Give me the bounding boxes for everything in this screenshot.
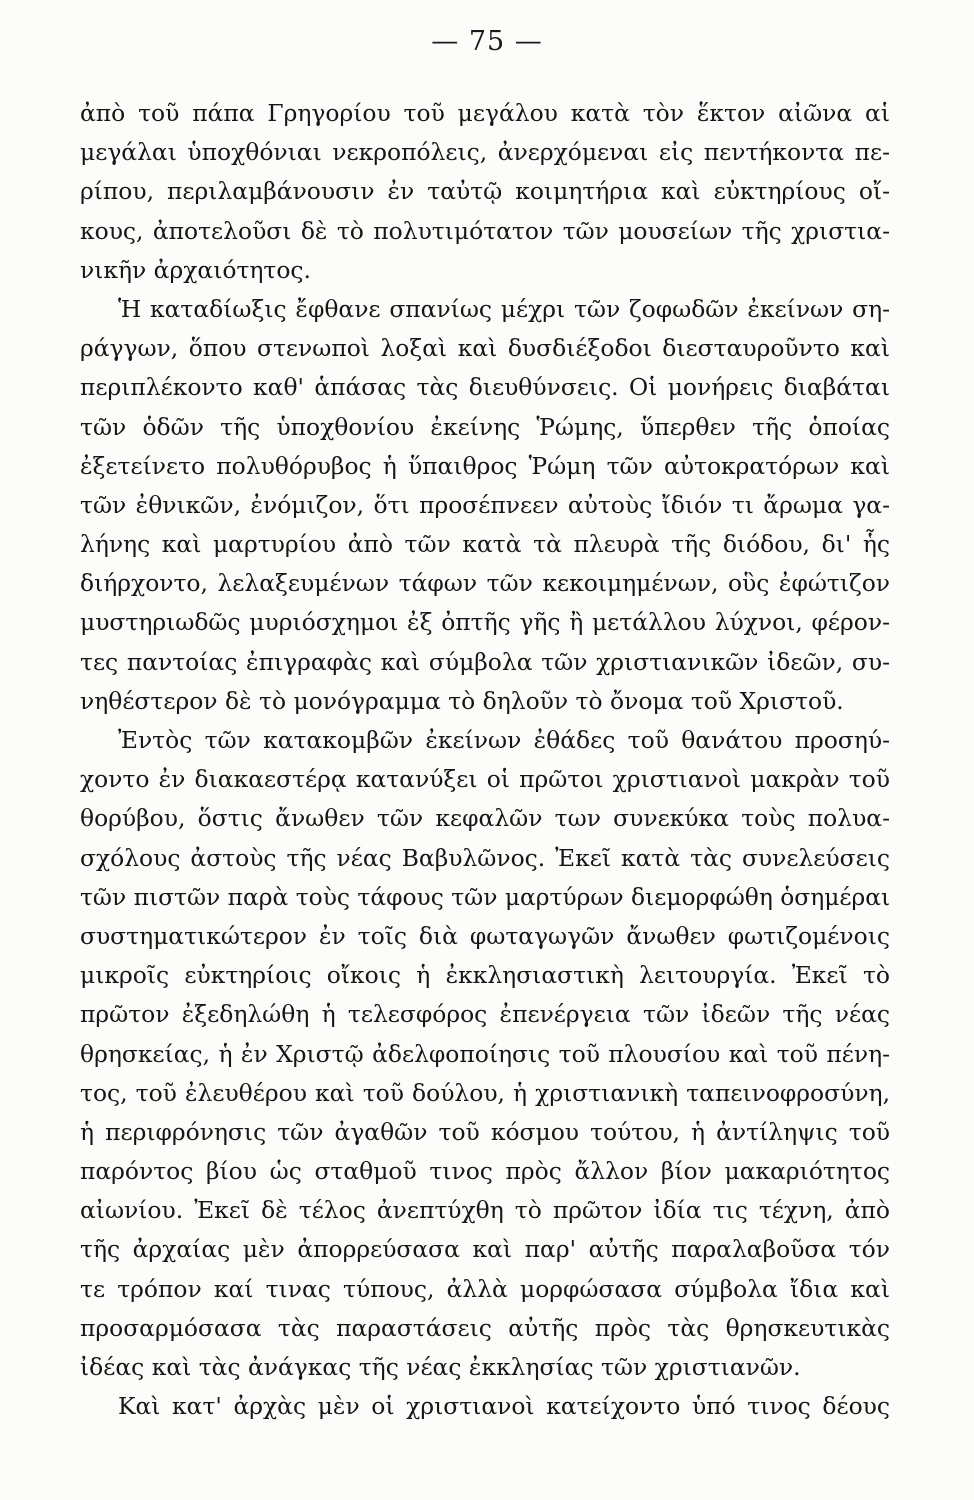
text-line: νηθέστερον δὲ τὸ μονόγραμμα τὸ δηλοῦν τὸ ὄνομα τοῦ Χριστοῦ.: [80, 686, 844, 715]
text-line: λήνης καὶ μαρτυρίου ἀπὸ τῶν κατὰ τὰ πλευρὰ τῆς διόδου, δι' ἧς: [80, 530, 890, 559]
page-number: — 75 —: [431, 26, 543, 57]
text-line: ἡ περιφρόνησις τῶν ἀγαθῶν τοῦ κόσμου τούτου, ἡ ἀντίληψις τοῦ: [80, 1117, 890, 1146]
text-line: Ἡ καταδίωξις ἔφθανε σπανίως μέχρι τῶν ζοφωδῶν ἐκείνων ση-: [118, 294, 890, 323]
text-line: διήρχοντο, λελαξευμένων τάφων τῶν κεκοιμημένων, οὓς ἐφώτιζον: [80, 569, 890, 598]
text-line: παρόντος βίου ὡς σταθμοῦ τινος πρὸς ἄλλον βίον μακαριότητος: [80, 1157, 890, 1186]
text-line: νικῆν ἀρχαιότητος.: [80, 255, 311, 284]
text-line: τῆς ἀρχαίας μὲν ἀπορρεύσασα καὶ παρ' αὐτῆς παραλαβοῦσα τόν: [80, 1235, 890, 1264]
text-line: Καὶ κατ' ἀρχὰς μὲν οἱ χριστιανοὶ κατείχοντο ὑπό τινος δέους: [118, 1392, 890, 1421]
text-line: συστηματικώτερον ἐν τοῖς διὰ φωταγωγῶν ἄνωθεν φωτιζομένοις: [80, 921, 890, 950]
text-line: θορύβου, ὅστις ἄνωθεν τῶν κεφαλῶν των συνεκύκα τοὺς πολυα-: [80, 804, 890, 833]
text-line: τε τρόπον καί τινας τύπους, ἀλλὰ μορφώσασα σύμβολα ἴδια καὶ: [80, 1274, 890, 1303]
text-line: αἰωνίου. Ἐκεῖ δὲ τέλος ἀνεπτύχθη τὸ πρῶτον ἰδία τις τέχνη, ἀπὸ: [80, 1196, 890, 1225]
text-line: ἀπὸ τοῦ πάπα Γρηγορίου τοῦ μεγάλου κατὰ τὸν ἕκτον αἰῶνα αἱ: [80, 99, 890, 127]
text-line: ράγγων, ὅπου στενωποὶ λοξαὶ καὶ δυσδιέξοδοι διεσταυροῦντο καὶ: [80, 334, 890, 363]
text-line: ρίπου, περιλαμβάνουσιν ἐν ταὐτῷ κοιμητήρια καὶ εὐκτηρίους οἴ-: [80, 177, 890, 206]
text-line: τῶν ἐθνικῶν, ἐνόμιζον, ὅτι προσέπνεεν αὐτοὺς ἴδιόν τι ἄρωμα γα-: [80, 490, 890, 519]
body-text: [80, 94, 890, 1426]
text-line: ἐξετείνετο πολυθόρυβος ἡ ὕπαιθρος Ῥώμη τῶν αὐτοκρατόρων καὶ: [80, 451, 890, 480]
text-line: τες παντοίας ἐπιγραφὰς καὶ σύμβολα τῶν χριστιανικῶν ἰδεῶν, συ-: [80, 647, 890, 676]
text-line: προσαρμόσασα τὰς παραστάσεις αὐτῆς πρὸς τὰς θρησκευτικὰς: [80, 1313, 890, 1342]
text-line: θρησκείας, ἡ ἐν Χριστῷ ἀδελφοποίησις τοῦ πλουσίου καὶ τοῦ πένη-: [80, 1039, 890, 1068]
text-line: μυστηριωδῶς μυριόσχημοι ἐξ ὀπτῆς γῆς ἢ μετάλλου λύχνοι, φέρον-: [80, 608, 890, 637]
text-line: μεγάλαι ὑποχθόνιαι νεκροπόλεις, ἀνερχόμεναι εἰς πεντήκοντα πε-: [80, 138, 890, 167]
text-line: πρῶτον ἐξεδηλώθη ἡ τελεσφόρος ἐπενέργεια τῶν ἰδεῶν τῆς νέας: [80, 1000, 890, 1029]
text-line: περιπλέκοντο καθ' ἁπάσας τὰς διευθύνσεις. Οἱ μονήρεις διαβάται: [80, 373, 890, 402]
text-line: τῶν ὁδῶν τῆς ὑποχθονίου ἐκείνης Ῥώμης, ὕπερθεν τῆς ὁποίας: [80, 412, 890, 441]
text-line: τῶν πιστῶν παρὰ τοὺς τάφους τῶν μαρτύρων διεμορφώθη ὁσημέραι: [80, 882, 891, 911]
text-line: ἰδέας καὶ τὰς ἀνάγκας τῆς νέας ἐκκλησίας τῶν χριστιανῶν.: [80, 1353, 801, 1381]
text-line: Ἐντὸς τῶν κατακομβῶν ἐκείνων ἐθάδες τοῦ θανάτου προσηύ-: [118, 726, 890, 754]
text-line: τος, τοῦ ἐλευθέρου καὶ τοῦ δούλου, ἡ χριστιανικὴ ταπεινοφροσύνη,: [80, 1078, 890, 1107]
text-line: μικροῖς εὐκτηρίοις οἴκοις ἡ ἐκκλησιαστικὴ λειτουργία. Ἐκεῖ τὸ: [80, 961, 890, 990]
text-line: κους, ἀποτελοῦσι δὲ τὸ πολυτιμότατον τῶν μουσείων τῆς χριστια-: [80, 216, 890, 245]
text-line: σχόλους ἀστοὺς τῆς νέας Βαβυλῶνος. Ἐκεῖ κατὰ τὰς συνελεύσεις: [80, 843, 890, 872]
text-line: χοντο ἐν διακαεστέρᾳ κατανύξει οἱ πρῶτοι χριστιανοὶ μακρὰν τοῦ: [80, 765, 890, 794]
